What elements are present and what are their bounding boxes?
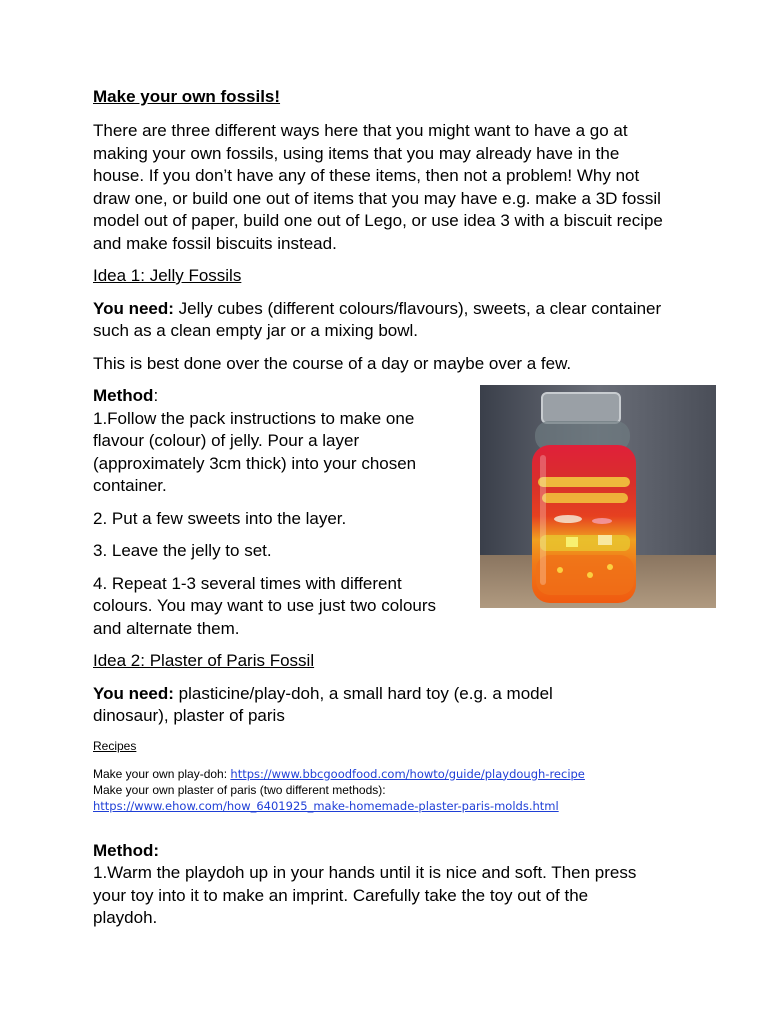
idea1-method-text bbox=[93, 385, 465, 640]
plaster-recipe-text: Make your own plaster of paris (two different methods): bbox=[93, 782, 386, 797]
intro-paragraph: There are three different ways here that you might want to have a go at making your own fossils, using items that you may already have in the house. If you don’t have any of these items, then not a problem! Why not draw one, or build one out of items that you may have e.g. make a 3D fossil model out of paper, build one out of Lego, or use idea 3 with a biscuit recipe and make fossil biscuits instead. bbox=[93, 121, 663, 253]
idea2-you-need bbox=[93, 683, 593, 728]
idea1-need-text: Jelly cubes (different colours/flavours), sweets, a clear container such as a clean empty jar or a mixing bowl. bbox=[93, 298, 662, 340]
idea1-timing: This is best done over the course of a day or maybe over a few. bbox=[93, 353, 572, 373]
document-page bbox=[93, 86, 673, 940]
plaster-recipe-line bbox=[93, 798, 673, 814]
idea1-method-colon: : bbox=[153, 386, 159, 405]
idea1-step-1: 1.Follow the pack instructions to make one flavour (colour) of jelly. Pour a layer (approximately 3cm thick) into your chosen container. bbox=[93, 408, 417, 495]
plaster-recipe-link[interactable]: https://www.ehow.com/how_6401925_make-homemade-plaster-paris-molds.html bbox=[93, 798, 559, 813]
playdoh-recipe-line bbox=[93, 766, 673, 782]
idea2-need-label: You need: bbox=[93, 683, 174, 703]
idea1-method-label: Method bbox=[93, 386, 154, 405]
idea1-heading: Idea 1: Jelly Fossils bbox=[93, 266, 242, 285]
idea1-step-2: 2. Put a few sweets into the layer. bbox=[93, 508, 347, 528]
idea2-heading: Idea 2: Plaster of Paris Fossil bbox=[93, 651, 315, 670]
idea2-method-label: Method: bbox=[93, 840, 160, 860]
page-title: Make your own fossils! bbox=[93, 87, 281, 106]
idea1-method-block bbox=[93, 385, 673, 640]
playdoh-recipe-link[interactable]: https://www.bbcgoodfood.com/howto/guide/playdough-recipe bbox=[230, 766, 585, 781]
idea1-step-3: 3. Leave the jelly to set. bbox=[93, 541, 272, 560]
idea1-need-label: You need: bbox=[93, 298, 174, 318]
idea2-step-1: 1.Warm the playdoh up in your hands until it is nice and soft. Then press your toy into it to make an imprint. Carefully take the toy out of the playdoh. bbox=[93, 863, 637, 927]
idea2-method-heading bbox=[93, 840, 673, 863]
jelly-jar-photo bbox=[480, 385, 716, 608]
idea1-method-heading bbox=[93, 385, 465, 408]
idea2-need-text: plasticine/play-doh, a small hard toy (e.g. a model dinosaur), plaster of paris bbox=[93, 683, 553, 725]
idea1-step-4: 4. Repeat 1-3 several times with different colours. You may want to use just two colours and alternate them. bbox=[93, 573, 437, 638]
playdoh-recipe-text: Make your own play-doh: bbox=[93, 766, 231, 781]
idea1-you-need bbox=[93, 298, 673, 343]
recipes-heading: Recipes bbox=[93, 738, 137, 753]
